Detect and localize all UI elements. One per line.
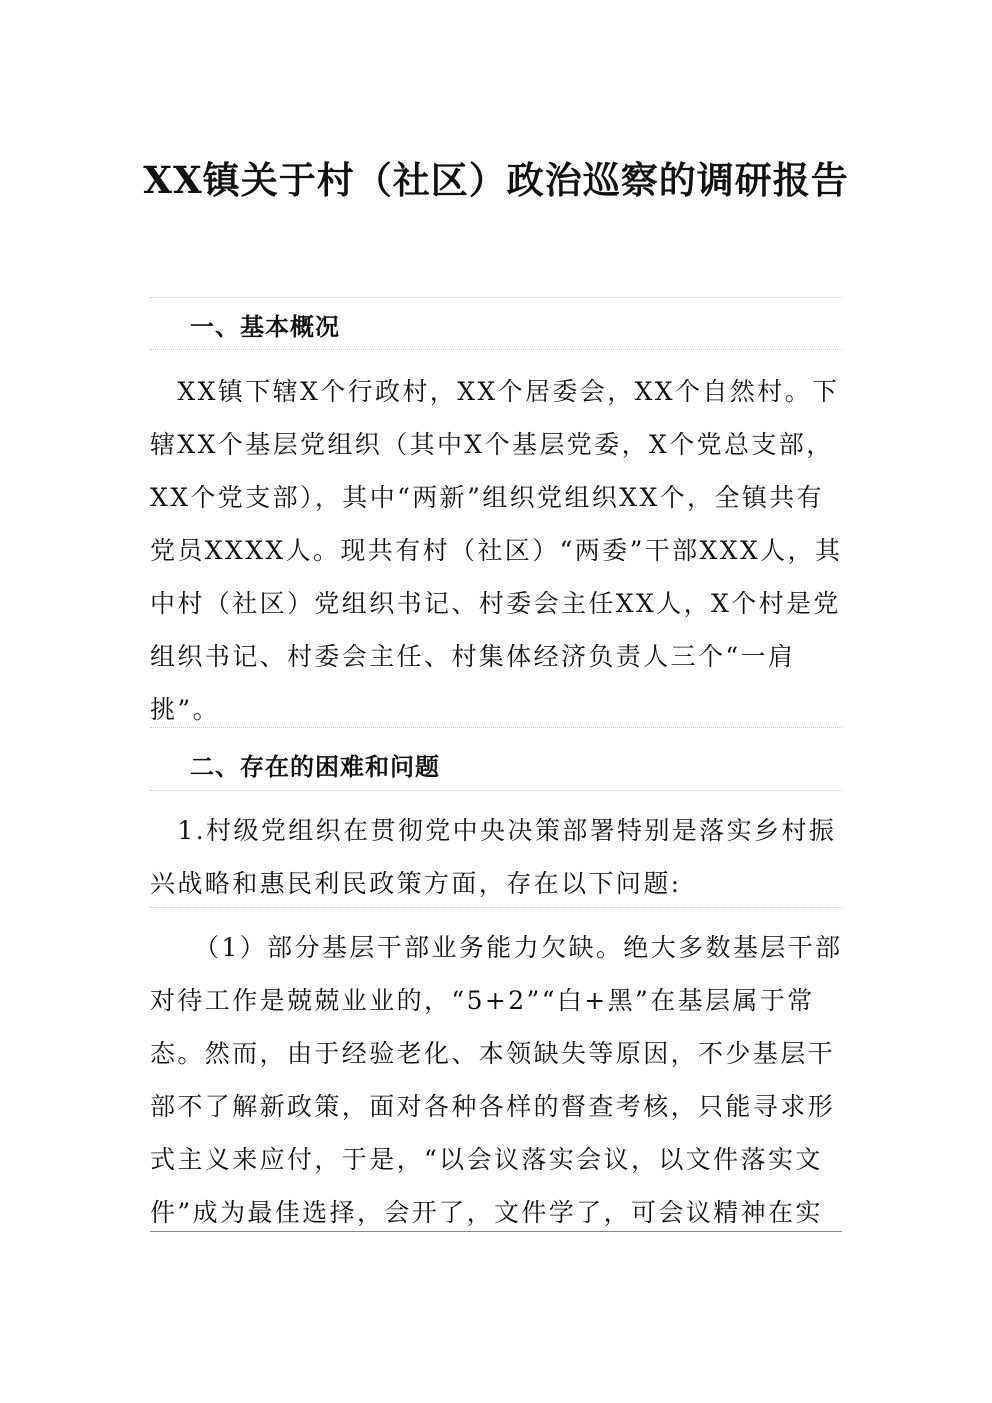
text-line: 态。然而，由于经验老化、本领缺失等原因，不少基层干 [150,1039,836,1068]
divider [150,349,842,350]
text-line: 党员XXXX人。现共有村（社区）“两委”干部XXX人，其 [150,536,843,565]
divider [150,727,842,728]
section-heading-problems: 二、存在的困难和问题 [190,752,440,781]
divider [150,297,842,298]
text-line: 挑”。 [150,695,220,724]
text-line: XX个党支部），其中“两新”组织党组织XX个，全镇共有 [150,483,825,512]
section-heading-overview: 一、基本概况 [190,312,340,341]
text-line: 兴战略和惠民利民政策方面，存在以下问题: [150,869,682,898]
text-line: 组织书记、村委会主任、村集体经济负责人三个“一肩 [150,642,796,671]
text-line: XX镇下辖X个行政村，XX个居委会，XX个自然村。下 [150,377,840,406]
text-line: 辖XX个基层党组织（其中X个基层党委，X个党总支部， [150,430,834,459]
text-line: 部不了解新政策，面对各种各样的督查考核，只能寻求形 [150,1092,836,1121]
paragraph-item-1 [150,804,850,910]
text-line: （1）部分基层干部业务能力欠缺。绝大多数基层干部 [194,933,843,962]
paragraph-sub-item-1 [150,921,850,1239]
text-line: 对待工作是兢兢业业的，“5+2”“白+黑”在基层属于常 [150,986,815,1015]
text-line: 1.村级党组织在贯彻党中央决策部署特别是落实乡村振 [150,816,837,845]
text-line: 件”成为最佳选择，会开了，文件学了，可会议精神在实 [150,1198,823,1227]
text-line: 式主义来应付，于是，“以会议落实会议，以文件落实文 [150,1145,823,1174]
page-title: XX镇关于村（社区）政治巡察的调研报告 [143,158,849,202]
divider [150,907,842,908]
page-bottom-rule [150,1231,842,1232]
text-line: 中村（社区）党组织书记、村委会主任XX人，X个村是党 [150,589,841,618]
divider [150,790,842,791]
paragraph-overview [150,365,850,736]
